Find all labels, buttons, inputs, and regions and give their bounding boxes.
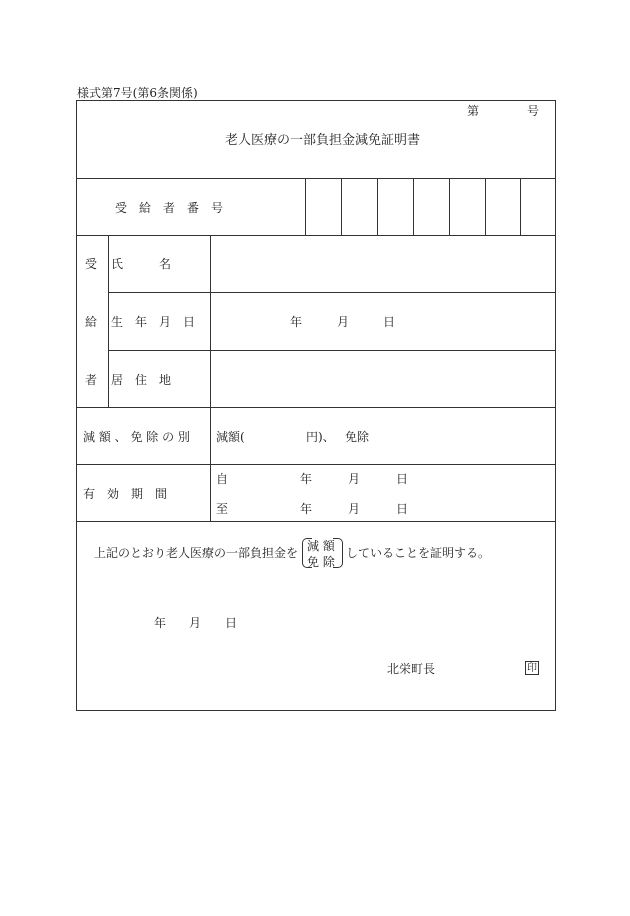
seal-mark: 印: [527, 663, 537, 674]
recipient-number-label: 受 給 者 番 号: [115, 201, 224, 215]
period-label: 有 効 期 間: [83, 487, 168, 501]
number-cell-divider: [377, 178, 378, 235]
period-to-day: 日: [396, 502, 409, 516]
period-from-month: 月: [348, 472, 361, 486]
issue-month: 月: [189, 616, 202, 630]
document-title: 老人医療の一部負担金減免証明書: [225, 133, 421, 148]
number-cell-divider: [520, 178, 521, 235]
option-exempt: 免 除: [307, 555, 335, 569]
rule-below-dob: [108, 350, 556, 351]
number-cell-divider: [305, 178, 306, 235]
period-from-day: 日: [396, 472, 409, 486]
period-from-label: 自: [216, 472, 229, 486]
certificate-form: [76, 100, 556, 711]
type-label: 減 額 、 免 除 の 別: [83, 430, 190, 444]
label-column-divider: [210, 235, 211, 521]
exemption-label: 免除: [345, 430, 370, 444]
dob-month: 月: [337, 315, 350, 329]
dob-day: 日: [383, 315, 396, 329]
rule-below-type: [76, 464, 556, 465]
issue-day: 日: [225, 616, 238, 630]
dob-label: 生 年 月 日: [111, 315, 196, 329]
number-cell-divider: [449, 178, 450, 235]
period-to-year: 年: [300, 502, 313, 516]
rule-below-address: [76, 407, 556, 408]
period-to-month: 月: [348, 502, 361, 516]
number-cell-divider: [413, 178, 414, 235]
reduction-yen: 円)、: [306, 430, 335, 444]
period-to-label: 至: [216, 502, 229, 516]
number-cell-divider: [485, 178, 486, 235]
recipient-side-divider: [108, 235, 109, 407]
recipient-side-label: 者: [85, 373, 98, 387]
rule-below-title: [76, 178, 556, 179]
rule-below-period: [76, 521, 556, 522]
rule-below-name: [108, 292, 556, 293]
certification-text-before: 上記のとおり老人医療の一部負担金を: [94, 546, 299, 560]
certificate-number-suffix: 号: [527, 104, 540, 118]
issue-year: 年: [154, 616, 167, 630]
reduction-label: 減額(: [216, 430, 245, 444]
dob-year: 年: [290, 315, 303, 329]
recipient-side-label: 受: [85, 257, 98, 271]
rule-below-recipient-number: [76, 235, 556, 236]
certificate-number-prefix: 第: [467, 104, 480, 118]
name-label: 氏 名: [111, 257, 172, 271]
period-from-year: 年: [300, 472, 313, 486]
recipient-side-label: 給: [85, 315, 98, 329]
form-number-label: 様式第7号(第6条関係): [77, 86, 198, 100]
number-cell-divider: [341, 178, 342, 235]
certification-text-after: していることを証明する。: [346, 546, 491, 560]
address-label: 居 住 地: [111, 373, 172, 387]
issuer-name: 北栄町長: [387, 662, 436, 676]
option-reduce: 減 額: [307, 539, 335, 553]
